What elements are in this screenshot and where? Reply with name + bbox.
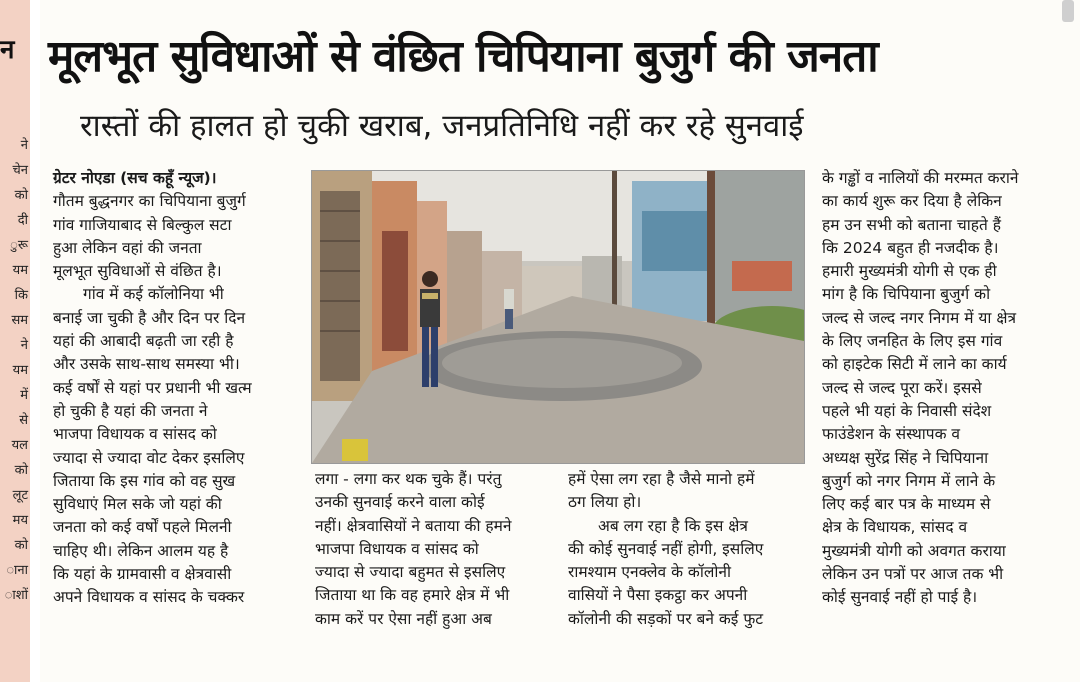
text-line: लेकिन उन पत्रों पर आज तक भी: [822, 565, 1004, 584]
column-gutter: [30, 0, 40, 682]
text-line: गांव में कई कॉलोनिया भी: [83, 285, 224, 304]
text-line: ज्यादा से ज्यादा बहुमत से इसलिए: [315, 563, 506, 582]
text-line: हो चुकी है यहां की जनता ने: [53, 401, 208, 420]
text-line: गौतम बुद्धनगर का चिपियाना बुजुर्ग: [53, 192, 246, 211]
text-line: लगा - लगा कर थक चुके हैं। परंतु: [315, 470, 502, 488]
text-line: अब लग रहा है कि इस क्षेत्र: [598, 516, 748, 535]
text-line: जल्द से जल्द पूरा करें। इससे: [822, 378, 982, 397]
text-line: सुविधाएं मिल सके जो यहां की: [53, 495, 222, 514]
adjacent-text-fragment: ुरू: [10, 238, 28, 253]
adjacent-text-fragment: मय: [12, 513, 28, 528]
adjacent-text-fragment: को: [14, 538, 28, 553]
text-line: बुजुर्ग को नगर निगम में लाने के: [822, 471, 996, 490]
adjacent-text-fragment: को: [14, 188, 28, 203]
text-line: जिताया कि इस गांव को वह सुख: [53, 471, 236, 490]
scrollbar-thumb[interactable]: [1062, 0, 1074, 22]
text-line: कोई सुनवाई नहीं हो पाई है।: [822, 588, 978, 607]
text-line: काम करें पर ऐसा नहीं हुआ अब: [315, 609, 492, 628]
adjacent-text-fragment: यम: [12, 363, 28, 378]
article-column-1: [53, 167, 299, 610]
text-line: पहले भी यहां के निवासी संदेश: [822, 401, 992, 420]
text-line: भाजपा विधायक व सांसद को: [53, 425, 217, 444]
adjacent-headline-fragment: न: [0, 35, 15, 65]
text-line: की कोई सुनवाई नहीं होगी, इसलिए: [568, 539, 764, 558]
article-headline: मूलभूत सुविधाओं से वंछित चिपियाना बुजुर्ग की जनता: [48, 31, 878, 82]
text-line: क्षेत्र के विधायक, सांसद व: [822, 518, 968, 537]
text-line: ग्रेटर नोएडा (सच कहूँ न्यूज)।: [53, 169, 217, 187]
text-line: मांग है कि चिपियाना बुजुर्ग को: [822, 285, 991, 304]
text-line: जिताया था कि वह हमारे क्षेत्र में भी: [315, 586, 510, 605]
adjacent-text-fragment: से: [19, 413, 28, 428]
text-line: कई वर्षों से यहां पर प्रधानी भी खत्म: [53, 378, 252, 397]
text-line: ठग लिया हो।: [568, 493, 642, 512]
text-line: जल्द से जल्द नगर निगम में या क्षेत्र: [822, 308, 1017, 327]
text-line: का कार्य शुरू कर दिया है लेकिन: [822, 192, 1002, 211]
article-subheadline: रास्तों की हालत हो चुकी खराब, जनप्रतिनिधि नहीं कर रहे सुनवाई: [80, 108, 804, 144]
text-line: हमारी मुख्यमंत्री योगी से एक ही: [822, 262, 997, 281]
text-line: गांव गाजियाबाद से बिल्कुल सटा: [53, 215, 232, 234]
adjacent-text-fragment: में: [20, 388, 28, 403]
text-line: ज्यादा से ज्यादा वोट देकर इसलिए: [53, 448, 245, 467]
text-line: जनता को कई वर्षों पहले मिलनी: [53, 518, 232, 537]
adjacent-text-fragment: यम: [12, 263, 28, 278]
text-line: यहां की आबादी बढ़ती जा रही है: [53, 332, 234, 351]
text-line: चाहिए थी। लेकिन आलम यह है: [53, 541, 229, 560]
text-line: उनकी सुनवाई करने वाला कोई: [315, 493, 485, 512]
article-column-4: [822, 167, 1062, 610]
text-line: और उसके साथ-साथ समस्या भी।: [53, 355, 240, 374]
adjacent-text-fragment: ने: [20, 338, 28, 353]
adjacent-text-fragment: ने: [20, 138, 28, 153]
text-line: हुआ लेकिन वहां की जनता: [53, 238, 202, 257]
text-line: हमें ऐसा लग रहा है जैसे मानो हमें: [568, 470, 755, 488]
adjacent-article-strip: [0, 0, 30, 682]
text-line: कि यहां के ग्रामवासी व क्षेत्रवासी: [53, 565, 232, 584]
text-line: के गड्ढों व नालियों की मरम्मत कराने: [822, 169, 1019, 187]
article-column-2: [315, 468, 553, 631]
text-line: मुख्यमंत्री योगी को अवगत कराया: [822, 541, 1006, 560]
street-photo-illustration: [312, 171, 804, 463]
adjacent-text-fragment: यल: [11, 438, 28, 453]
text-line: के लिए जनहित के लिए इस गांव: [822, 332, 1003, 351]
text-line: फाउंडेशन के संस्थापक व: [822, 425, 961, 444]
news-photo-waterlogged-street: [311, 170, 805, 464]
text-line: वासियों ने पैसा इकट्ठा कर अपनी: [568, 586, 748, 605]
text-line: नहीं। क्षेत्रवासियों ने बताया की हमने: [315, 516, 512, 535]
text-line: हम उन सभी को बताना चाहते हैं: [822, 215, 1001, 234]
adjacent-text-fragment: लूट: [12, 488, 28, 503]
adjacent-text-fragment: चेन: [12, 163, 28, 178]
adjacent-text-fragment: सम: [11, 313, 28, 328]
text-line: अपने विधायक व सांसद के चक्कर: [53, 588, 245, 607]
text-line: बनाई जा चुकी है और दिन पर दिन: [53, 308, 246, 327]
text-line: कॉलोनी की सड़कों पर बने कई फुट: [568, 609, 764, 628]
adjacent-text-fragment: ाशों: [4, 588, 28, 603]
text-line: को हाइटेक सिटी में लाने का कार्य: [822, 355, 1007, 374]
text-line: भाजपा विधायक व सांसद को: [315, 539, 479, 558]
adjacent-text-fragment: को: [14, 463, 28, 478]
text-line: रामश्याम एनक्लेव के कॉलोनी: [568, 563, 731, 582]
text-line: मूलभूत सुविधाओं से वंछित है।: [53, 262, 222, 281]
text-line: अध्यक्ष सुरेंद्र सिंह ने चिपियाना: [822, 448, 989, 467]
adjacent-text-fragment: कि: [14, 288, 28, 303]
article-column-3: [568, 468, 806, 631]
text-line: लिए कई बार पत्र के माध्यम से: [822, 495, 991, 514]
adjacent-text-fragment: दी: [17, 213, 28, 228]
text-line: कि 2024 बहुत ही नजदीक है।: [822, 238, 999, 257]
adjacent-text-fragment: ाना: [6, 563, 28, 578]
